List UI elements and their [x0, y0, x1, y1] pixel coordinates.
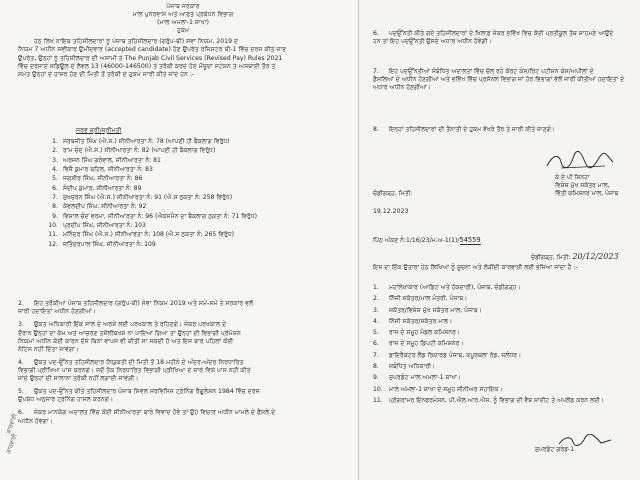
intro-line: ਵਿੱਚ ਦਰਸਾਏ ਸ਼ਡਿਊਲ ਦੇ ਲੈਵਲ 13 (46000-146500) ਤੇ ਤਰੱਕੀ ਕਰਦੇ ਹੋਏ ਮੌਜੂਦਾ ਸਟੇਸ਼ਨ ਤੇ ਅਸਥਾਈ ਤੌਰ ਤੇ [18, 62, 276, 70]
paragraph-line: ਵਿਭਾਗੀ ਪ੍ਰੀਖਿਆ ਪਾਸ ਕਰਨਗੇ। ਜਦੋਂ ਤੱਕ ਨਿਰਧਾਰਿਤ ਵਿਭਾਗੀ ਪ੍ਰੀਖਿਆ ਦੇ ਸਾਰੇ ਵਿਸ਼ੇ ਪਾਸ ਨਹੀਂ ਕੀਤੇ [18, 366, 251, 374]
paragraph-line: ਪਦਉੱਨਤੀ ਕੀਤੇ ਗਏ ਤਹਿਸੀਲਦਾਰਾਂ ਦੇ ਖਿਲਾਫ਼ ਜੇਕਰ ਭਵਿੱਖ ਵਿਚ ਕੋਈ ਪ੍ਰਤੀਕੂਲ ਤੱਥ ਸਾਹਮਣੇ ਆਉਂਦੇ [389, 30, 614, 37]
condition-paragraph [373, 30, 631, 46]
candidate-item: 5. ਜਗਸੀਰ ਸਿੰਘ, ਸੀਨੀਆਰਤਾ ਨੰ: 86 [52, 175, 143, 183]
list-item: 4. ਨਿੱਜੀ ਸਕੱਤਰ/ਸਕੱਤਰ ਮਾਲ। [373, 317, 453, 325]
condition-paragraph [373, 126, 631, 134]
intro-line: ਨਿਯਮ 7 ਅਧੀਨ ਸਵੀਕਾਰ ਉਮੀਦਵਾਰ (accepted candidate) ਹੋਣ ਉਪਰੰਤ ਰਜਿਸਟਰ ਬੀ-1 ਵਿੱਚ ਦਰਜ ਕੀਤੇ ਜਾਣ [18, 46, 287, 54]
order-label: ਹੁਕਮ [176, 27, 190, 35]
candidate-item: 7. ਸੁਖਚਰਨ ਸਿੰਘ (ਐ.ਸ.) ਸੀਨੀਆਰਤਾ ਨੰ: 91 (ਐ.ਸ ਨੁਕਤਾ ਨੰ: 258 ਵਿਰੁੱਧ) [52, 194, 233, 202]
recipient: ਨਿੱਜੀ ਸਕੱਤਰ/ਮਾਲ ਮੰਤਰੀ, ਪੰਜਾਬ। [389, 295, 468, 303]
endorsement-number: 54559 [459, 236, 481, 244]
condition-paragraph [373, 68, 631, 93]
candidate-item: 10. ਪ੍ਰਦੀਪ ਸਿੰਘ, ਸੀਨੀਆਰਤਾ ਨੰ: 103 [48, 222, 146, 230]
department-name: ਮਾਲ ਪੁਨਰਵਾਸ ਅਤੇ ਆਫ਼ਤ ਪ੍ਰਬੰਧਨ ਵਿਭਾਗ [132, 11, 234, 19]
candidate-item: 3. ਅਰਜਨ ਸਿੰਘ ਗਰੇਵਾਲ, ਸੀਨੀਆਰਤਾ ਨੰ: 81 [52, 156, 161, 164]
recipient: ਸਬੰਧਿਤ ਅਧਿਕਾਰੀ। [389, 363, 436, 371]
endorsement-prefix: ਪਿੱਠ ਅੰਕਣ ਨੰ:1/16/23/ਮ.ਅ-1(1)/ [373, 237, 460, 244]
candidate-text: ਵਿਜੈ ਕੁਮਾਰ ਬਹਿਲ, ਸੀਨੀਆਰਤਾ ਨੰ: 83 [63, 166, 153, 174]
recipient: ਮਾਲ ਅਮਲਾ-1 ਸ਼ਾਖਾ ਦੇ ਸਮੂਹ ਸੀਨੀਅਰ ਸਹਾਇਕ। [389, 385, 503, 393]
intro-line: ਸਮੇਤ ਉਨ੍ਹਾਂ ਦੇ ਹਾਜ਼ਰ ਹੋਣ ਦੀ ਮਿਤੀ ਤੋਂ ਤਰੱਕੀ ਦੇ ਹੁਕਮ ਜਾਰੀ ਕੀਤੇ ਜਾਂਦੇ ਹਨ :- [18, 70, 195, 78]
candidate-item: 9. ਵਿਸ਼ਾਲ ਚੰਦ ਵਰਮਾ, ਸੀਨੀਆਰਤਾ ਨੰ: 96 (ਐਕਸਮੈਨ ਦਾ ਬੈਕਲਾਗ ਨੁਕਤਾ ਨੰ: 71 ਵਿਰੁੱਧ) [52, 212, 258, 220]
copy-intro: ਇਸ ਦਾ ਇੱਕ ਉਤਾਰਾ ਹੇਠ ਲਿਖਿਆਂ ਨੂੰ ਸੂਚਨਾ ਅਤੇ ਲੋੜੀਂਦੀ ਕਾਰਵਾਈ ਲਈ ਭੇਜਿਆ ਜਾਂਦਾ ਹੈ :- [373, 264, 578, 271]
paragraph-line: ਉਕਤ ਪਦ-ਉੱਨਤ ਤਹਿਸੀਲਦਾਰ ਨਿਯੁਕਤੀ ਦੀ ਮਿਤੀ ਤੋਂ 18 ਮਹੀਨੇ ਦੇ ਅੰਦਰ-ਅੰਦਰ ਨਿਰਧਾਰਿਤ [33, 358, 244, 366]
endorsement-date-prefix: ਚੰਡੀਗੜ੍ਹ, ਮਿਤੀ: [531, 254, 571, 261]
paragraph-line: ਨਿਯਮਾਂ ਅਧੀਨ ਕੋਈ ਕਾਰਨ ਦੱਸੇ ਬਿਨਾਂ ਵਾਪਸ ਵੀ ਕੀਤੀ ਜਾ ਸਕਦੀ ਹੈ ਅਤੇ ਇਸ ਬਾਰੇ ਪਹਿਲਾਂ ਕੋਈ [18, 337, 234, 345]
candidate-text: ਰਾਮ ਚੰਦ (ਐ.ਸ.) ਸੀਨੀਆਰਤਾ ਨੰ: 82 (ਆਪਣੀ ਹੀ ਬੈਕਲਾਗ ਵਿਰੁੱਧ) [63, 147, 216, 155]
paragraph-number: 6. [18, 409, 24, 417]
endorsement-line [373, 236, 481, 245]
endorsement-date [531, 252, 619, 262]
recipient: ਨਿੱਜੀ ਸਕੱਤਰ/ਸਕੱਤਰ ਮਾਲ। [389, 317, 453, 325]
candidate-text: ਕੰਵਲਦੀਪ ਸਿੰਘ, ਸੀਨੀਆਰਤਾ ਨੰ: 92 [63, 203, 147, 211]
candidate-item: 4. ਵਿਜੈ ਕੁਮਾਰ ਬਹਿਲ, ਸੀਨੀਆਰਤਾ ਨੰ: 83 [52, 166, 153, 174]
list-item: 3. ਸਕੱਤਰ/ਵਿਸ਼ੇਸ਼ ਮੁੱਖ ਸਕੱਤਰ ਮਾਲ, ਪੰਜਾਬ। [373, 306, 482, 314]
candidate-item: 2. ਰਾਮ ਚੰਦ (ਐ.ਸ.) ਸੀਨੀਆਰਤਾ ਨੰ: 82 (ਆਪਣੀ ਹੀ ਬੈਕਲਾਗ ਵਿਰੁੱਧ) [52, 147, 216, 155]
candidate-text: ਮਨਿੰਦਰ ਸਿੰਘ (ਐ.ਸ.) ਸੀਨੀਆਰਤਾ ਨੰ: 108 (ਐ.ਸ ਨੁਕਤਾ ਨੰ: 265 ਵਿਰੁੱਧ) [63, 231, 234, 239]
paragraph-line: ਫ਼ੈਸਲਿਆਂ ਦੇ ਅਧੀਨ ਹੋਣਗੀਆਂ ਅਤੇ ਭਵਿੱਖ ਵਿੱਚ ਪ੍ਰਸੋਨਲ ਵਿਭਾਗ ਜਾਂ ਹੋਰ ਵਿਭਾਗਾਂ ਵੱਲੋਂ ਜਾਰੀ ਕੀਤੀਆਂ ਹਦਾਇਤਾਂ ਦੇ [373, 76, 625, 84]
signatory-designation: ਵਿਸ਼ੇਸ਼ ਮੁੱਖ ਸਕੱਤਰ ਮਾਲ, [555, 182, 610, 189]
recipient: ਰਾਜ ਦੇ ਸਮੂਹ ਮੰਡਲ ਕਮਿਸ਼ਨਰ। [389, 329, 461, 337]
paragraph-line: ਅਧੀਨ ਹੋਵੇਗਾ। [18, 417, 53, 425]
candidate-item: 12. ਜਤਿੰਦਰਪਾਲ ਸਿੰਘ, ਸੀਨੀਆਰਤਾ ਨੰ: 109 [48, 240, 156, 248]
list-item: 6. ਰਾਜ ਦੇ ਸਮੂਹ ਡਿਪਟੀ ਕਮਿਸ਼ਨਰ। [373, 340, 464, 348]
recipient: ਮਹਾਂਲੇਖਾਕਾਰ (ਆਡਿਟ ਅਤੇ ਹੱਕਦਾਰੀ), ਪੰਜਾਬ, ਚੰਡੀਗੜ੍ਹ। [389, 284, 521, 291]
recipient: ਪ੍ਰੋਗਰਾਮਰ ਇਨਫਰਮੇਸ਼ਨ, ਪੀ.ਐਲ.ਆਰ.ਐਸ. ਨੂੰ ਵਿਭਾਗ ਦੀ ਵੈਬ ਸਾਈਟ ਤੇ ਅਪਲੋਡ ਕਰਨ ਲਈ। [389, 396, 604, 404]
condition-paragraph [18, 359, 340, 383]
paragraph-line: ਉਕਤ ਅਧਿਕਾਰੀ ਇੱਕ ਸਾਲ ਦੇ ਅਰਸੇ ਲਈ ਪਰਖਕਾਲ ਤੇ ਰਹਿਣਗੇ। ਜੇਕਰ ਪਰਖਕਾਲ ਦੇ [33, 321, 227, 329]
paragraph-number: 5. [18, 388, 24, 396]
candidate-text: ਸੁਖਚਰਨ ਸਿੰਘ (ਐ.ਸ.) ਸੀਨੀਆਰਤਾ ਨੰ: 91 (ਐ.ਸ ਨੁਕਤਾ ਨੰ: 258 ਵਿਰੁੱਧ) [63, 194, 233, 202]
govt-title: ਪੰਜਾਬ ਸਰਕਾਰ [166, 3, 200, 10]
condition-paragraph [18, 321, 340, 353]
paragraph-number: 3. [18, 321, 24, 329]
paragraph-line: ਇਹ ਪਦਉੱਨਤੀਆਂ ਸੰਬੰਧਿਤ ਅਦਾਲਤਾਂ ਵਿੱਚ ਚੱਲ ਰਹੇ ਕੋਰਟ ਕੇਸ/ਰਿਟ ਪਟੀਸ਼ਨ ਕੇਸ/ਅਪੀਲਾਂ ਦੇ [389, 68, 594, 75]
margin-handwritten-note: ਕਾਰਵਾਈ [5, 432, 19, 455]
recipient: ਡਾਇਰੈਕਟਰ ਲੈਂਡ ਰਿਕਾਰਡ ਪੰਜਾਬ, ਕਪੂਰਥਲਾ ਰੋਡ, ਜਲੰਧਰ। [389, 351, 522, 359]
list-item: 11. ਪ੍ਰੋਗਰਾਮਰ ਇਨਫਰਮੇਸ਼ਨ, ਪੀ.ਐਲ.ਆਰ.ਐਸ. ਨੂੰ ਵਿਭਾਗ ਦੀ ਵੈਬ ਸਾਈਟ ਤੇ ਅਪਲੋਡ ਕਰਨ ਲਈ। [373, 396, 604, 404]
paragraph-number: 4. [18, 358, 24, 366]
condition-paragraph [18, 409, 340, 425]
paragraph-number: 6. [373, 30, 379, 37]
candidate-list [36, 137, 336, 249]
signatory-block [555, 174, 635, 198]
candidate-item: 8. ਕੰਵਲਦੀਪ ਸਿੰਘ, ਸੀਨੀਆਰਤਾ ਨੰ: 92 [52, 203, 147, 211]
branch-name: (ਮਾਲ ਅਮਲਾ-1 ਸ਼ਾਖਾ) [157, 19, 209, 27]
conditions-list [18, 300, 340, 431]
paragraph-line: ਜਾਂਦੇ ਉਨ੍ਹਾਂ ਦੀ ਸਾਲਾਨਾ ਤਰੱਕੀ ਨਹੀਂ ਲਗਾਈ ਜਾਵੇਗੀ। [18, 375, 139, 383]
paragraph-line: ਉਕਤ ਪਦ-ਉੱਨਤ ਕੀਤੇ ਤਹਿਸੀਲਦਾਰ ਪੰਜਾਬ ਸਿਵਲ ਸਰਵਿਸਿਜ਼ ਟ੍ਰੇਨਿੰਗ ਰੈਗੂਲੇਸ਼ਨ 1984 ਵਿੱਚ ਦਰਜ [33, 388, 260, 396]
candidates-heading: ਸਰਵ ਸ਼੍ਰੀ/ਸ਼੍ਰੀਮਤੀ [76, 127, 122, 134]
candidate-text: ਵਿਸ਼ਾਲ ਚੰਦ ਵਰਮਾ, ਸੀਨੀਆਰਤਾ ਨੰ: 96 (ਐਕਸਮੈਨ ਦਾ ਬੈਕਲਾਗ ਨੁਕਤਾ ਨੰ: 71 ਵਿਰੁੱਧ) [63, 212, 258, 220]
order-page-right [359, 0, 640, 480]
list-item: 5. ਰਾਜ ਦੇ ਸਮੂਹ ਮੰਡਲ ਕਮਿਸ਼ਨਰ। [373, 329, 461, 337]
signatory-designation: ਵਿੱਤੀ ਕਮਿਸ਼ਨਰ ਮਾਲ, ਪੰਜਾਬ [555, 190, 619, 197]
list-item: 2. ਨਿੱਜੀ ਸਕੱਤਰ/ਮਾਲ ਮੰਤਰੀ, ਪੰਜਾਬ। [373, 295, 468, 303]
candidate-text: ਪ੍ਰਦੀਪ ਸਿੰਘ, ਸੀਨੀਆਰਤਾ ਨੰ: 103 [63, 222, 146, 230]
list-item: 8. ਸਬੰਧਿਤ ਅਧਿਕਾਰੀ। [373, 363, 436, 371]
paragraph-line: ਇਹ ਤਰੱਕੀਆਂ ਪੰਜਾਬ ਤਹਿਸੀਲਦਾਰ (ਗਰੁੱਪ-ਬੀ) ਸੇਵਾ ਨਿਯਮ 2019 ਅਤੇ ਸਮੇਂ-ਸਮੇਂ ਤੇ ਸਰਕਾਰ ਵਲੋਂ [33, 300, 254, 307]
list-item: 10. ਮਾਲ ਅਮਲਾ-1 ਸ਼ਾਖਾ ਦੇ ਸਮੂਹ ਸੀਨੀਅਰ ਸਹਾਇਕ। [373, 385, 503, 393]
paragraph-number: 7. [373, 68, 379, 75]
margin-handwritten-note: ਕਾਰਵਾਈ [5, 412, 19, 435]
list-item: 9. ਸੁਪਰਡੰਟ ਮਾਲ ਅਮਲਾ-1 ਸ਼ਾਖਾ। [373, 374, 462, 382]
signature-scribble [541, 150, 621, 172]
candidate-text: ਅਰਜਨ ਸਿੰਘ ਗਰੇਵਾਲ, ਸੀਨੀਆਰਤਾ ਨੰ: 81 [63, 156, 161, 164]
condition-paragraph [18, 388, 340, 404]
candidate-text: ਸਰਬਜੀਤ ਸਿੰਘ (ਐ.ਸ.) ਸੀਨੀਆਰਤਾ ਨੰ: 78 (ਆਪਣੀ ਹੀ ਬੈਕਲਾਗ ਵਿਰੁੱਧ) [63, 138, 230, 145]
superintendent-signature [535, 446, 615, 454]
candidate-text: ਸੰਦੀਪ ਕੁਮਾਰ, ਸੀਨੀਆਰਤਾ ਨੰ: 89 [63, 184, 142, 192]
paragraph-line: ਦੌਰਾਨ ਉਨ੍ਹਾਂ ਦਾ ਕੰਮ ਅਤੇ ਆਚਰਣ ਤਸੱਲੀਬਖਸ਼ ਨਾ ਪਾਇਆ ਗਿਆ ਤਾਂ ਉਨ੍ਹਾਂ ਦੀ ਵਿਭਾਗੀ ਪ੍ਰੋਮੋਸ਼ਨ [18, 329, 241, 337]
paragraph-line: ਅਧਾਰ ਅਧੀਨ ਹੋਣਗੀਆਂ। [373, 84, 431, 92]
order-date: 19.12.2023 [373, 208, 409, 215]
order-header [18, 3, 348, 79]
list-item: 1. ਮਹਾਂਲੇਖਾਕਾਰ (ਆਡਿਟ ਅਤੇ ਹੱਕਦਾਰੀ), ਪੰਜਾਬ, ਚੰਡੀਗੜ੍ਹ। [373, 284, 521, 291]
candidate-item: 1. ਸਰਬਜੀਤ ਸਿੰਘ (ਐ.ਸ.) ਸੀਨੀਆਰਤਾ ਨੰ: 78 (ਆਪਣੀ ਹੀ ਬੈਕਲਾਗ ਵਿਰੁੱਧ) [52, 138, 230, 145]
recipient: ਰਾਜ ਦੇ ਸਮੂਹ ਡਿਪਟੀ ਕਮਿਸ਼ਨਰ। [389, 340, 464, 348]
recipient: ਸਕੱਤਰ/ਵਿਸ਼ੇਸ਼ ਮੁੱਖ ਸਕੱਤਰ ਮਾਲ, ਪੰਜਾਬ। [389, 306, 482, 314]
paragraph-line: ਹਨ ਤਾਂ ਇਹ ਪਦਉੱਨਤੀ ਉਸਦੇ ਅਧਾਰ ਅਧੀਨ ਹੋਵੇਗੀ। [373, 38, 492, 46]
paragraph-line: ਜੇਕਰ ਮਾਨਯੋਗ ਅਦਾਲਤ ਵਿੱਚ ਕੋਈ ਸੀਨੀਆਰਤਾ ਬਾਰੇ ਵਿਵਾਦ ਹੋਵੇ ਤਾਂ ਉਹ ਵਿਚਾਰ ਅਧੀਨ ਮਾਮਲੇ ਦੇ ਫ਼ੈਸਲੇ ਦੇ [33, 409, 276, 417]
signatory-name: ਕੇ ਏ ਪੀ ਸਿਨਹਾ [555, 174, 590, 181]
signatory-designation: ਸੁਪਰਡੰਟ ਗਰੇਡ-1 [535, 446, 575, 453]
place-label: ਚੰਡੀਗੜ੍ਹ, ਮਿਤੀ: [373, 190, 413, 197]
list-item: 7. ਡਾਇਰੈਕਟਰ ਲੈਂਡ ਰਿਕਾਰਡ ਪੰਜਾਬ, ਕਪੂਰਥਲਾ ਰੋਡ, ਜਲੰਧਰ। [373, 351, 522, 359]
candidate-item: 11. ਮਨਿੰਦਰ ਸਿੰਘ (ਐ.ਸ.) ਸੀਨੀਆਰਤਾ ਨੰ: 108 (ਐ.ਸ ਨੁਕਤਾ ਨੰ: 265 ਵਿਰੁੱਧ) [48, 231, 234, 239]
condition-paragraph [18, 300, 340, 316]
intro-line: ਹੇਠ ਲਿਖੇ ਨਾਇਬ ਤਹਿਸੀਲਦਾਰਾਂ ਨੂੰ ਪੰਜਾਬ ਤਹਿਸੀਲਦਾਰ (ਗਰੁੱਪ-ਬੀ) ਸੇਵਾ ਨਿਯਮ, 2019 ਦੇ [34, 38, 239, 46]
paragraph-number: 2. [18, 300, 24, 307]
paragraph-line: ਨੋਟਿਸ ਨਹੀਂ ਦਿੱਤਾ ਜਾਵੇਗਾ। [18, 345, 80, 353]
recipient: ਸੁਪਰਡੰਟ ਮਾਲ ਅਮਲਾ-1 ਸ਼ਾਖਾ। [389, 374, 462, 382]
paragraph-line: ਉਪਬੰਧ ਅਨੁਸਾਰ ਟ੍ਰੇਨਿੰਗ ਹਾਸਲ ਕਰਨਗੇ। [18, 396, 114, 404]
intro-line: ਉਪਰੰਤ, ਉਨ੍ਹਾਂ ਨੂੰ ਤਹਿਸੀਲਦਾਰ ਦੀ ਅਸਾਮੀ ਤੇ The Punjab Civil Services (Revised Pay) Rules 2021 [18, 54, 283, 62]
candidate-text: ਜਗਸੀਰ ਸਿੰਘ, ਸੀਨੀਆਰਤਾ ਨੰ: 86 [63, 175, 143, 183]
copy-recipient-list [373, 282, 633, 406]
paragraph-number: 8. [373, 126, 379, 133]
endorsement-date-handwritten: 20/12/2023 [572, 252, 619, 261]
paragraph-line: ਇਨ੍ਹਾਂ ਤਹਿਸੀਲਦਾਰਾਂ ਦੀ ਤੈਨਾਤੀ ਦੇ ਹੁਕਮ ਵੱਖਰੇ ਤੌਰ ਤੇ ਜਾਰੀ ਕੀਤੇ ਜਾਣਗੇ। [389, 126, 556, 133]
candidate-text: ਜਤਿੰਦਰਪਾਲ ਸਿੰਘ, ਸੀਨੀਆਰਤਾ ਨੰ: 109 [63, 240, 156, 248]
paragraph-line: ਜਾਰੀ ਹਦਾਇਤਾਂ ਅਧੀਨ ਹੋਣਗੀਆਂ। [18, 308, 97, 316]
candidate-item: 6. ਸੰਦੀਪ ਕੁਮਾਰ, ਸੀਨੀਆਰਤਾ ਨੰ: 89 [52, 184, 142, 192]
